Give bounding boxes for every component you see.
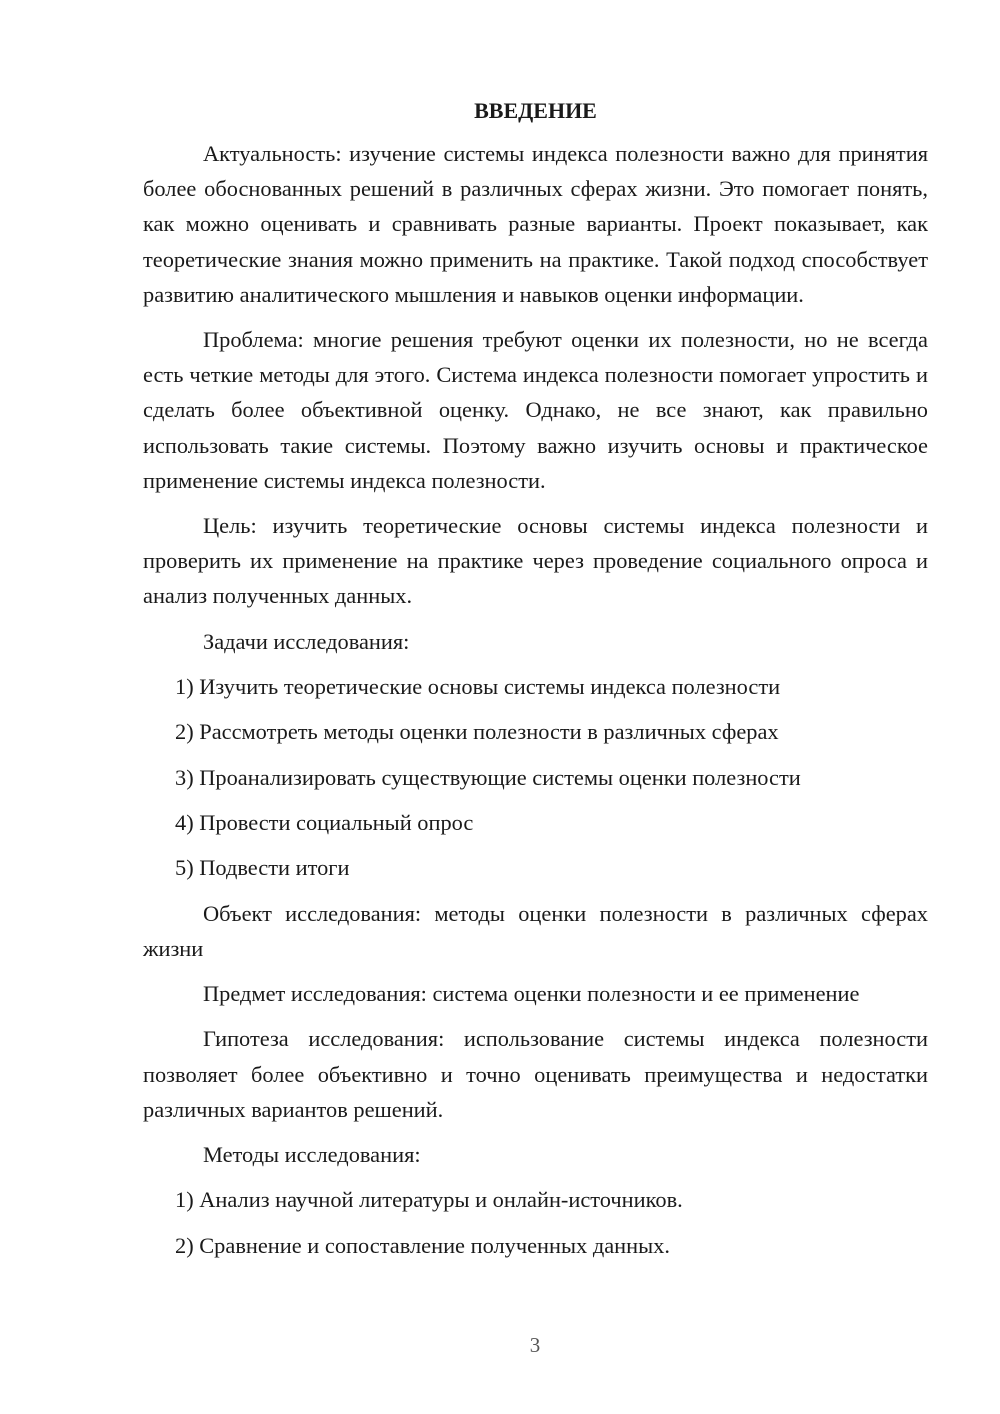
relevance-paragraph: Актуальность: изучение системы индекса полезности важно для принятия более обоснованных решений в различных сферах жизни. Это помогает понять, как можно оценивать и сравнивать разные варианты. Проект показывает, как теоретические знания можно применить на практике. Такой подход способствует развитию аналитического мышления и навыков оценки информации. (143, 141, 928, 307)
methods-heading: Методы исследования: (203, 1142, 421, 1168)
problem-paragraph: Проблема: многие решения требуют оценки их полезности, но не всегда есть четкие методы для этого. Система индекса полезности помогает упростить и сделать более объективной оценку. Однако, не все знают, как правильно использовать такие системы. Поэтому важно изучить основы и практическое применение системы индекса полезности. (143, 327, 928, 493)
object-paragraph: Объект исследования: методы оценки полезности в различных сферах жизни (143, 900, 928, 961)
tasks-list (143, 669, 928, 886)
methods-list (143, 1182, 928, 1263)
list-item: 2) Сравнение и сопоставление полученных данных. (175, 1232, 670, 1258)
document-page (143, 96, 928, 1273)
section-title: ВВЕДЕНИЕ (474, 98, 597, 123)
list-item: 1) Анализ научной литературы и онлайн-источников. (175, 1187, 683, 1213)
subject-paragraph: Предмет исследования: система оценки полезности и ее применение (203, 981, 860, 1007)
page-number: 3 (529, 1333, 541, 1357)
hypothesis-paragraph: Гипотеза исследования: использование системы индекса полезности позволяет более объективно и точно оценивать преимущества и недостатки различных вариантов решений. (143, 1026, 928, 1122)
tasks-heading: Задачи исследования: (203, 628, 410, 654)
goal-paragraph: Цель: изучить теоретические основы системы индекса полезности и проверить их применение на практике через проведение социального опроса и анализ полученных данных. (143, 513, 928, 609)
list-item: 2) Рассмотреть методы оценки полезности в различных сферах (175, 719, 779, 745)
list-item: 1) Изучить теоретические основы системы индекса полезности (175, 673, 781, 699)
list-item: 4) Провести социальный опрос (175, 810, 474, 836)
list-item: 5) Подвести итоги (175, 855, 350, 881)
list-item: 3) Проанализировать существующие системы оценки полезности (175, 764, 801, 790)
